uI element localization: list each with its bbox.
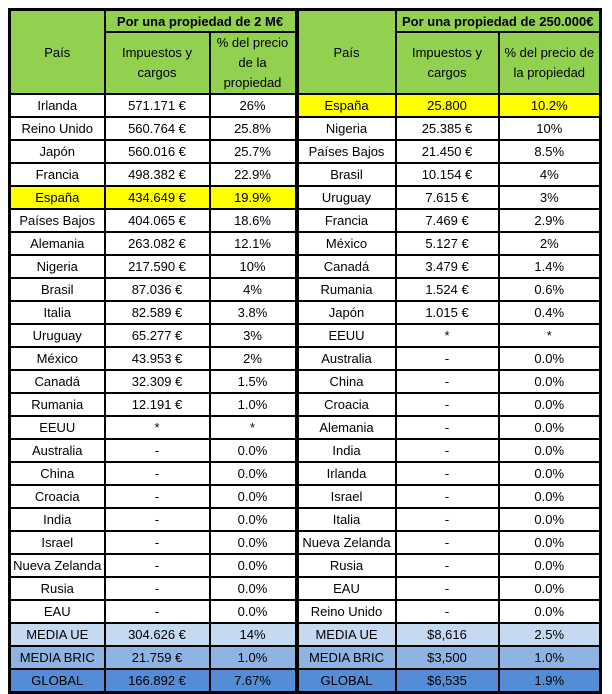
country-cell-left: Uruguay	[10, 324, 105, 347]
pct-cell-left: 0.0%	[210, 439, 297, 462]
pct-cell-right: 1.0%	[499, 646, 601, 669]
country-column-header-right: País	[297, 10, 396, 95]
pct-cell-left: 26%	[210, 94, 297, 117]
pct-cell-left: 18.6%	[210, 209, 297, 232]
country-cell-left: India	[10, 508, 105, 531]
pct-cell-right: 0.0%	[499, 439, 601, 462]
taxes-cell-right: -	[396, 370, 499, 393]
table-row	[10, 301, 601, 324]
taxes-cell-right: -	[396, 347, 499, 370]
country-cell-right: India	[297, 439, 396, 462]
taxes-cell-right: 10.154 €	[396, 163, 499, 186]
country-column-header-left: País	[10, 10, 105, 95]
taxes-cell-right: 7.615 €	[396, 186, 499, 209]
country-cell-left: Australia	[10, 439, 105, 462]
pct-cell-right: 0.0%	[499, 416, 601, 439]
pct-cell-left: 12.1%	[210, 232, 297, 255]
summary-label-cell-left: MEDIA UE	[10, 623, 105, 646]
pct-cell-right: 8.5%	[499, 140, 601, 163]
pct-cell-right: 4%	[499, 163, 601, 186]
taxes-cell-left: 404.065 €	[105, 209, 210, 232]
pct-cell-right: 0.0%	[499, 531, 601, 554]
pct-cell-left: 3.8%	[210, 301, 297, 324]
pct-cell-right: 0.0%	[499, 554, 601, 577]
pct-cell-right: 0.0%	[499, 347, 601, 370]
country-cell-right: Nueva Zelanda	[297, 531, 396, 554]
taxes-cell-right: -	[396, 577, 499, 600]
taxes-cell-right: 25.800	[396, 94, 499, 117]
taxes-cell-left: 32.309 €	[105, 370, 210, 393]
country-cell-right: México	[297, 232, 396, 255]
pct-cell-right: 0.0%	[499, 600, 601, 623]
pct-column-header-left: % del precio de la propiedad	[210, 32, 297, 94]
country-cell-right: Brasil	[297, 163, 396, 186]
country-cell-left: Reino Unido	[10, 117, 105, 140]
country-cell-right: Israel	[297, 485, 396, 508]
summary-row	[10, 623, 601, 646]
table-row	[10, 94, 601, 117]
table-row	[10, 140, 601, 163]
pct-cell-left: 10%	[210, 255, 297, 278]
taxes-cell-left: 217.590 €	[105, 255, 210, 278]
taxes-cell-left: -	[105, 508, 210, 531]
table-row	[10, 577, 601, 600]
taxes-cell-left: 21.759 €	[105, 646, 210, 669]
summary-label-cell-right: GLOBAL	[297, 669, 396, 693]
summary-label-cell-left: GLOBAL	[10, 669, 105, 693]
taxes-cell-left: -	[105, 439, 210, 462]
taxes-cell-right: 25.385 €	[396, 117, 499, 140]
country-cell-right: España	[297, 94, 396, 117]
taxes-cell-right: -	[396, 462, 499, 485]
pct-cell-right: 0.0%	[499, 393, 601, 416]
taxes-cell-left: 82.589 €	[105, 301, 210, 324]
group-header-250k: Por una propiedad de 250.000€	[396, 10, 601, 33]
pct-cell-left: *	[210, 416, 297, 439]
pct-cell-right: 0.0%	[499, 577, 601, 600]
pct-cell-left: 0.0%	[210, 485, 297, 508]
table-row	[10, 600, 601, 623]
pct-cell-right: 0.0%	[499, 462, 601, 485]
country-cell-right: EAU	[297, 577, 396, 600]
taxes-cell-left: 560.016 €	[105, 140, 210, 163]
taxes-cell-left: 65.277 €	[105, 324, 210, 347]
taxes-cell-left: 12.191 €	[105, 393, 210, 416]
taxes-cell-left: 434.649 €	[105, 186, 210, 209]
table-row	[10, 255, 601, 278]
pct-cell-left: 14%	[210, 623, 297, 646]
taxes-cell-left: -	[105, 577, 210, 600]
taxes-cell-right: 1.015 €	[396, 301, 499, 324]
country-cell-left: China	[10, 462, 105, 485]
pct-cell-left: 25.8%	[210, 117, 297, 140]
country-cell-left: Rumania	[10, 393, 105, 416]
pct-cell-right: 1.4%	[499, 255, 601, 278]
country-cell-left: Croacia	[10, 485, 105, 508]
pct-cell-left: 0.0%	[210, 600, 297, 623]
country-cell-right: China	[297, 370, 396, 393]
taxes-cell-right: 1.524 €	[396, 278, 499, 301]
country-cell-right: Irlanda	[297, 462, 396, 485]
table-row	[10, 324, 601, 347]
country-cell-right: Rumania	[297, 278, 396, 301]
table-row	[10, 531, 601, 554]
country-cell-right: Australia	[297, 347, 396, 370]
country-cell-right: Países Bajos	[297, 140, 396, 163]
pct-cell-right: 10.2%	[499, 94, 601, 117]
country-cell-left: Irlanda	[10, 94, 105, 117]
taxes-cell-right: $8,616	[396, 623, 499, 646]
table-row	[10, 462, 601, 485]
group-header-2m: Por una propiedad de 2 M€	[105, 10, 297, 33]
taxes-cell-right: *	[396, 324, 499, 347]
taxes-cell-right: -	[396, 485, 499, 508]
country-cell-left: Alemania	[10, 232, 105, 255]
pct-cell-left: 0.0%	[210, 577, 297, 600]
country-cell-left: Israel	[10, 531, 105, 554]
country-cell-right: Nigeria	[297, 117, 396, 140]
pct-cell-right: 0.6%	[499, 278, 601, 301]
taxes-cell-right: -	[396, 600, 499, 623]
pct-cell-left: 1.0%	[210, 393, 297, 416]
taxes-column-header-right: Impuestos y cargos	[396, 32, 499, 94]
taxes-cell-right: -	[396, 393, 499, 416]
taxes-cell-left: 263.082 €	[105, 232, 210, 255]
property-tax-comparison-table	[8, 8, 602, 694]
taxes-cell-right: 21.450 €	[396, 140, 499, 163]
table-row	[10, 232, 601, 255]
taxes-cell-left: 87.036 €	[105, 278, 210, 301]
pct-cell-left: 2%	[210, 347, 297, 370]
pct-cell-left: 1.5%	[210, 370, 297, 393]
taxes-cell-right: $6,535	[396, 669, 499, 693]
table-body	[10, 94, 601, 693]
country-cell-left: Nueva Zelanda	[10, 554, 105, 577]
taxes-column-header-left: Impuestos y cargos	[105, 32, 210, 94]
summary-row	[10, 646, 601, 669]
table-row	[10, 370, 601, 393]
pct-cell-right: 2.9%	[499, 209, 601, 232]
country-cell-right: Rusia	[297, 554, 396, 577]
taxes-cell-left: 560.764 €	[105, 117, 210, 140]
country-cell-right: Japón	[297, 301, 396, 324]
pct-cell-right: 0.0%	[499, 508, 601, 531]
summary-label-cell-right: MEDIA BRIC	[297, 646, 396, 669]
table-row	[10, 416, 601, 439]
pct-cell-right: 3%	[499, 186, 601, 209]
pct-cell-right: 2.5%	[499, 623, 601, 646]
taxes-cell-right: 3.479 €	[396, 255, 499, 278]
table-row	[10, 485, 601, 508]
table-row	[10, 554, 601, 577]
pct-column-header-right: % del precio de la propiedad	[499, 32, 601, 94]
table-row	[10, 117, 601, 140]
country-cell-right: Canadá	[297, 255, 396, 278]
table-row	[10, 508, 601, 531]
pct-cell-left: 19.9%	[210, 186, 297, 209]
taxes-cell-right: -	[396, 416, 499, 439]
summary-row	[10, 669, 601, 693]
taxes-cell-left: -	[105, 600, 210, 623]
pct-cell-left: 0.0%	[210, 531, 297, 554]
country-cell-left: Rusia	[10, 577, 105, 600]
pct-cell-right: 1.9%	[499, 669, 601, 693]
pct-cell-left: 1.0%	[210, 646, 297, 669]
taxes-cell-right: -	[396, 554, 499, 577]
pct-cell-right: 0.0%	[499, 370, 601, 393]
table-row	[10, 439, 601, 462]
country-cell-left: Japón	[10, 140, 105, 163]
country-cell-left: México	[10, 347, 105, 370]
taxes-cell-left: -	[105, 485, 210, 508]
summary-label-cell-right: MEDIA UE	[297, 623, 396, 646]
country-cell-right: EEUU	[297, 324, 396, 347]
taxes-cell-right: -	[396, 508, 499, 531]
taxes-cell-left: -	[105, 554, 210, 577]
pct-cell-right: 2%	[499, 232, 601, 255]
table-row	[10, 347, 601, 370]
country-cell-right: Uruguay	[297, 186, 396, 209]
taxes-cell-left: 43.953 €	[105, 347, 210, 370]
taxes-cell-right: -	[396, 531, 499, 554]
taxes-cell-left: -	[105, 531, 210, 554]
country-cell-right: Croacia	[297, 393, 396, 416]
pct-cell-left: 25.7%	[210, 140, 297, 163]
country-cell-left: España	[10, 186, 105, 209]
pct-cell-left: 0.0%	[210, 554, 297, 577]
table-row	[10, 278, 601, 301]
pct-cell-left: 3%	[210, 324, 297, 347]
taxes-cell-right: 5.127 €	[396, 232, 499, 255]
country-cell-right: Italia	[297, 508, 396, 531]
country-cell-right: Reino Unido	[297, 600, 396, 623]
taxes-cell-right: 7.469 €	[396, 209, 499, 232]
country-cell-left: Francia	[10, 163, 105, 186]
pct-cell-right: 10%	[499, 117, 601, 140]
taxes-cell-left: *	[105, 416, 210, 439]
pct-cell-right: 0.0%	[499, 485, 601, 508]
country-cell-left: Países Bajos	[10, 209, 105, 232]
taxes-cell-right: $3,500	[396, 646, 499, 669]
pct-cell-left: 0.0%	[210, 462, 297, 485]
header-row-groups	[10, 10, 601, 33]
summary-label-cell-left: MEDIA BRIC	[10, 646, 105, 669]
table-row	[10, 186, 601, 209]
taxes-cell-left: 571.171 €	[105, 94, 210, 117]
country-cell-left: Canadá	[10, 370, 105, 393]
taxes-cell-right: -	[396, 439, 499, 462]
table-row	[10, 163, 601, 186]
pct-cell-left: 22.9%	[210, 163, 297, 186]
pct-cell-left: 4%	[210, 278, 297, 301]
pct-cell-left: 7.67%	[210, 669, 297, 693]
pct-cell-left: 0.0%	[210, 508, 297, 531]
country-cell-left: Italia	[10, 301, 105, 324]
table-row	[10, 393, 601, 416]
pct-cell-right: *	[499, 324, 601, 347]
taxes-cell-left: 498.382 €	[105, 163, 210, 186]
country-cell-left: EAU	[10, 600, 105, 623]
taxes-cell-left: 166.892 €	[105, 669, 210, 693]
country-cell-left: EEUU	[10, 416, 105, 439]
country-cell-right: Alemania	[297, 416, 396, 439]
pct-cell-right: 0.4%	[499, 301, 601, 324]
country-cell-left: Nigeria	[10, 255, 105, 278]
taxes-cell-left: -	[105, 462, 210, 485]
table-header	[10, 10, 601, 95]
table-row	[10, 209, 601, 232]
country-cell-right: Francia	[297, 209, 396, 232]
country-cell-left: Brasil	[10, 278, 105, 301]
taxes-cell-left: 304.626 €	[105, 623, 210, 646]
